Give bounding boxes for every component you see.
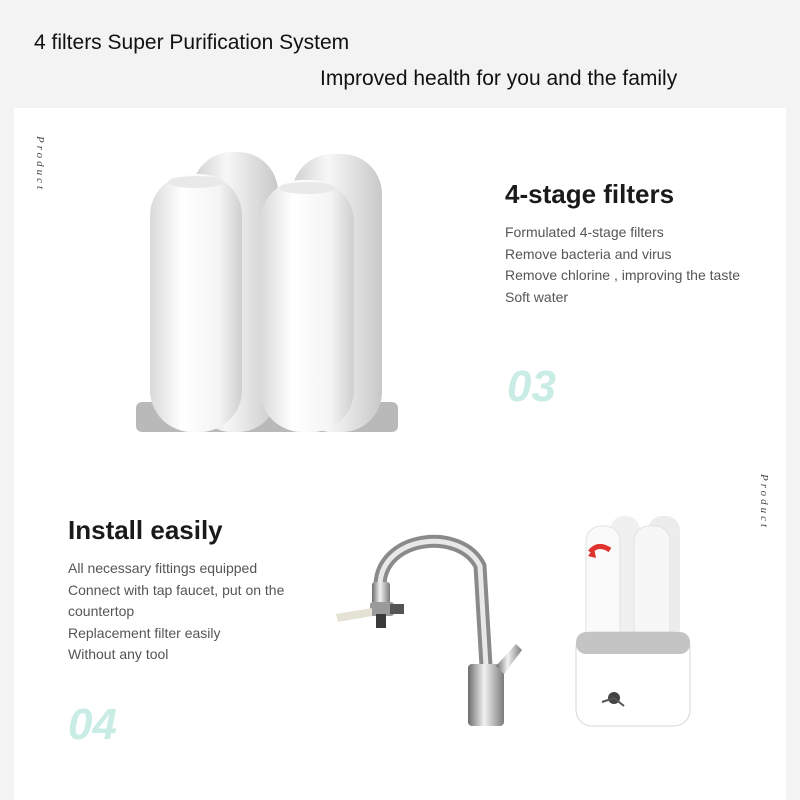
list-item: Remove chlorine , improving the taste [505,267,740,283]
step-number-04: 04 [68,700,117,749]
faucet-image [332,516,527,731]
list-item: Remove bacteria and virus [505,245,672,262]
filters-feature-list [505,222,745,308]
list-item: Formulated 4-stage filters [505,224,664,240]
page-title: 4 filters Super Purification System [34,31,350,54]
step-number-03: 03 [507,362,556,411]
page-subtitle: Improved health for you and the family [320,67,678,90]
filter-cartridges-image [128,140,403,432]
install-feature-list [68,558,298,666]
list-item: Connect with tap faucet, put on the countertop [68,581,285,619]
header-banner [0,0,800,108]
product-tag-top: Product [34,136,46,193]
list-item: Soft water [505,288,569,305]
filters-heading: 4-stage filters [505,179,675,209]
install-heading: Install easily [68,515,223,545]
list-item: Without any tool [68,646,169,662]
list-item: All necessary fittings equipped [68,560,258,576]
product-tag-bottom: Product [758,474,770,531]
countertop-filter-unit-image [568,512,698,727]
list-item: Replacement filter easily [68,624,221,641]
